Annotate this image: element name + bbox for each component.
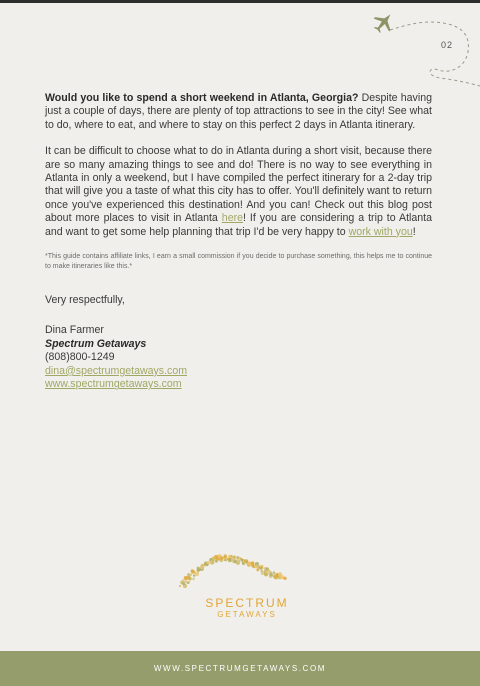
footer-bar [0,651,480,686]
intro-text: Despite having just a couple of days, there are plenty of top attractions to see in the city! See what to do, where to eat, and where to stay on this perfect 2 days in Atlanta itinerary. [45,92,432,131]
logo-wordmark-line1: SPECTRUM [205,596,289,610]
affiliate-disclaimer: *This guide contains affiliate links, I earn a small commission if you decide to purchase something, this helps me to continue to make itineraries like this.* [45,253,432,271]
logo-dot [192,577,195,580]
logo-dot [193,575,195,577]
logo-dot [256,569,259,572]
logo-dot [242,562,245,565]
details-text: It can be difficult to choose what to do in Atlanta during a short visit, because there are so many amazing things to see and do! There is no way to see everything in Atlanta in only a weekend, but I have compiled the perfect itinerary for a 2-day trip that will give you a taste of what this city has to offer. You'll definitely want to return once you've experienced this destination! And you can! Check out this blog post about more places to visit in Atlanta [45,145,432,225]
logo-dot [251,562,254,565]
logo-dot [240,559,243,562]
logo-dot [209,560,212,563]
letter-body [45,92,432,392]
logo-dot [188,581,190,583]
logo-dot [273,573,276,576]
logo-dot [283,577,286,580]
logo-dot [182,583,185,586]
logo-dot [220,556,223,559]
company-name: Spectrum Getaways [45,337,147,350]
logo-dot [254,565,257,568]
signature-block [45,324,432,392]
logo-dot [193,571,196,574]
intro-paragraph [45,92,432,132]
signer-name: Dina Farmer [45,324,104,337]
airplane-icon [370,8,398,37]
work-with-you-link[interactable]: work with you [348,225,413,238]
logo-dot [189,573,192,576]
logo-dot [278,572,282,576]
logo-dot [182,579,184,581]
logo-dot [260,566,263,569]
footer-website[interactable]: WWW.SPECTRUMGETAWAYS.COM [153,664,327,673]
logo-dot [206,561,209,564]
intro-question: Would you like to spend a short weekend in Atlanta, Georgia? [45,92,359,104]
website-link[interactable]: www.spectrumgetaways.com [45,378,182,391]
page-number: 02 [441,40,454,50]
logo-dot [270,573,273,576]
logo-dot [210,558,213,561]
blog-post-link[interactable]: here [221,212,243,225]
email-link[interactable]: dina@spectrumgetaways.com [45,364,188,377]
flight-path-decoration [370,0,480,90]
logo-dot [188,577,191,580]
closing-line: Very respectfully, [45,294,125,307]
logo-dot [224,556,227,559]
details-text-middle: ! If you are considering a trip to Atlanta and want to get some help planning that trip I'd be very happy to [45,212,433,238]
details-paragraph [45,145,432,239]
logo-dot [264,572,268,576]
logo-dot [179,585,181,587]
logo-wordmark-line2: GETAWAYS [217,610,277,619]
logo-dot [200,564,204,568]
details-text-end: ! [412,225,416,238]
logo-dot [237,560,240,563]
phone-number: (808)800-1249 [45,351,115,364]
logo-dot [229,560,231,562]
